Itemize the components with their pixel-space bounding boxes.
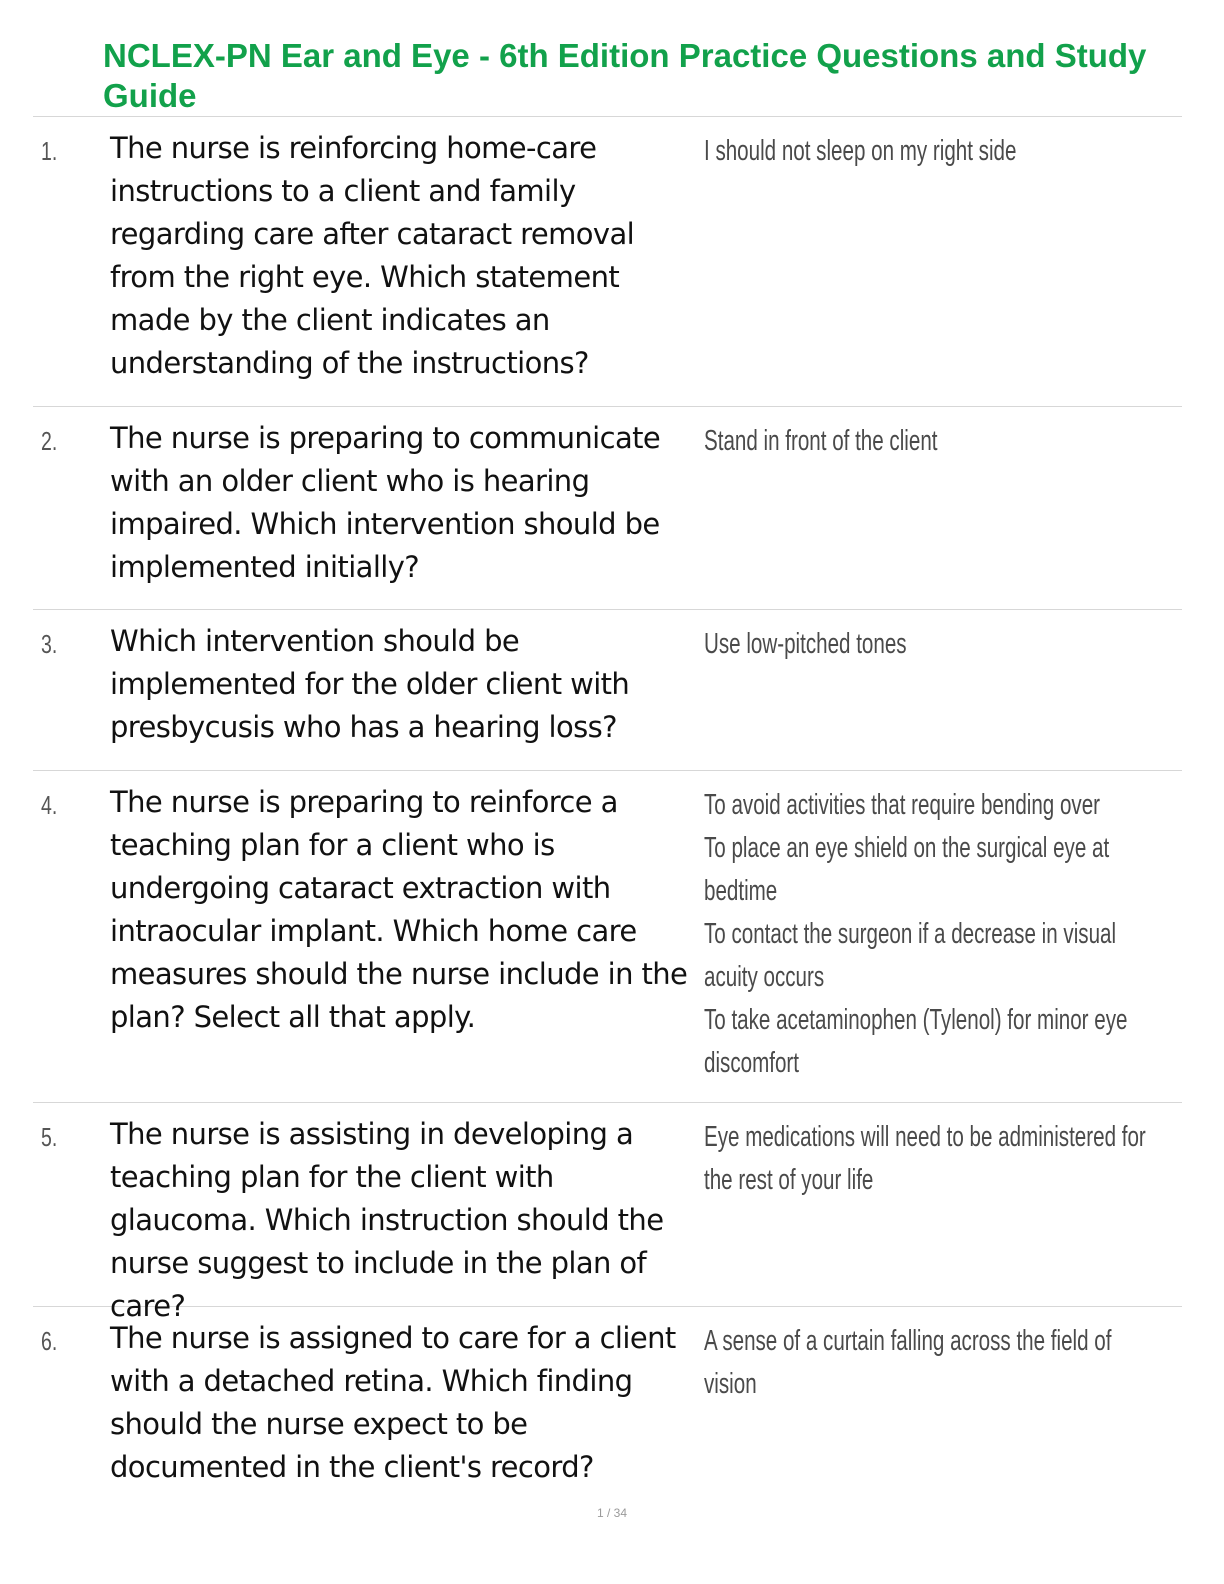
question-text: The nurse is assisting in developing a teaching plan for the client with glaucoma. Which instruction should the nurse suggest to include in the plan of care? <box>110 1117 664 1323</box>
page-number: 1 / 34 <box>596 1506 628 1520</box>
question-item-2 <box>33 407 1182 610</box>
answer-option: Stand in front of the client <box>704 425 938 457</box>
answer-option: To place an eye shield on the surgical eye at bedtime <box>704 832 1110 907</box>
question-item-1 <box>33 117 1182 407</box>
answer-option: I should not sleep on my right side <box>704 135 1017 167</box>
answer-text <box>704 1116 1166 1202</box>
question-text: The nurse is preparing to reinforce a teaching plan for a client who is undergoing cataract extraction with intraocular implant. Which home care measures should the nurse include in the plan? Select all that apply. <box>110 785 688 1034</box>
question-number: 3. <box>41 629 58 659</box>
answer-text <box>704 420 1166 463</box>
answer-text <box>704 784 1166 1085</box>
question-number: 1. <box>41 136 58 166</box>
answer-text <box>704 623 1166 666</box>
question-number: 6. <box>41 1326 58 1356</box>
question-text: The nurse is assigned to care for a client with a detached retina. Which finding should the nurse expect to be documented in the client's record? <box>110 1321 676 1484</box>
question-number: 5. <box>41 1122 58 1152</box>
question-number: 4. <box>41 790 58 820</box>
answer-option: To take acetaminophen (Tylenol) for minor eye discomfort <box>704 1004 1128 1079</box>
answer-option: To contact the surgeon if a decrease in visual acuity occurs <box>704 918 1117 993</box>
question-text: The nurse is reinforcing home-care instructions to a client and family regarding care after cataract removal from the right eye. Which statement made by the client indicates an understanding of the instructions? <box>110 131 635 380</box>
question-item-6 <box>33 1307 1182 1503</box>
document-title: NCLEX-PN Ear and Eye - 6th Edition Practice Questions and Study Guide <box>103 37 1147 114</box>
answer-option: Eye medications will need to be administered for the rest of your life <box>704 1121 1146 1196</box>
question-item-3 <box>33 610 1182 771</box>
question-text: Which intervention should be implemented for the older client with presbycusis who has a hearing loss? <box>110 624 630 744</box>
question-list <box>33 117 1182 1503</box>
answer-text <box>704 1320 1166 1406</box>
question-item-4 <box>33 771 1182 1103</box>
question-item-5 <box>33 1103 1182 1323</box>
answer-option: A sense of a curtain falling across the field of vision <box>704 1325 1112 1400</box>
answer-option: To avoid activities that require bending over <box>704 789 1101 821</box>
question-text: The nurse is preparing to communicate with an older client who is hearing impaired. Which intervention should be implemented initially? <box>110 421 661 584</box>
answer-text <box>704 130 1166 173</box>
answer-option: Use low-pitched tones <box>704 628 907 660</box>
question-number: 2. <box>41 426 58 456</box>
